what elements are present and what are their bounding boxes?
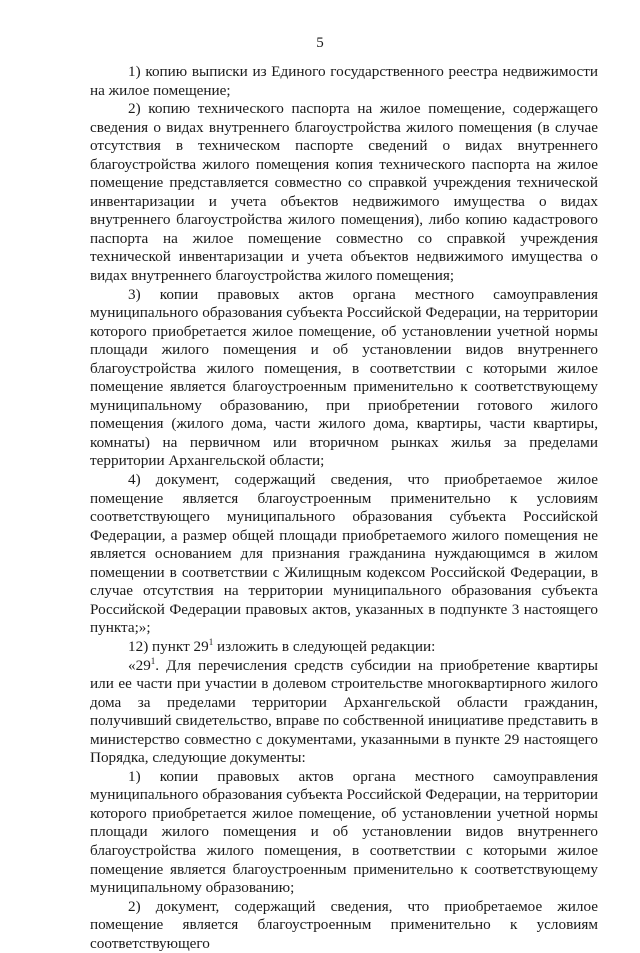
document-body (90, 63, 598, 953)
paragraph-item-3: 3) копии правовых актов органа местного самоуправления муниципального образования субъекта Российской Федерации, на территории которого приобретается жилое помещение, об установлении учетной нормы площади жилого помещения и об установлении видов внутреннего благоустройства жилого помещения, в соответствии с которыми жилое помещение является благоустроенным применительно к соответствующему муниципальному образованию, при приобретении готового жилого помещения (жилого дома, части жилого дома, квартиры, части квартиры, комнаты) на первичном или вторичном рынках жилья за пределами территории Архангельской области; (90, 285, 598, 470)
quote-text: . Для перечисления средств субсидии на приобретение квартиры или ее части при участии в долевом строительстве многоквартирного жилого дома за пределами территории Архангельской области гражданин, получивший свидетельство, вправе по собственной инициативе представить в министерство совместно с документами, указанными в пункте 29 настоящего Порядка, следующие документы: (90, 656, 598, 767)
paragraph-quote-29-1 (90, 657, 598, 768)
paragraph-subitem-2: 2) документ, содержащий сведения, что приобретаемое жилое помещение является благоустроенным применительно к условиям соответствующего (90, 897, 598, 952)
quote-open: «29 (128, 656, 151, 674)
page-number: 5 (316, 35, 324, 51)
item-12-prefix: 12) пункт 29 (128, 637, 209, 655)
paragraph-item-12 (90, 638, 598, 657)
paragraph-subitem-1: 1) копии правовых актов органа местного самоуправления муниципального образования субъекта Российской Федерации, на территории которого приобретается жилое помещение, об установлении учетной нормы площади жилого помещения и об установлении видов внутреннего благоустройства жилого помещения, в соответствии с которыми жилое помещение является благоустроенным применительно к соответствующему муниципальному образованию; (90, 767, 598, 897)
item-12-suffix: изложить в следующей редакции: (213, 637, 436, 655)
paragraph-item-4: 4) документ, содержащий сведения, что приобретаемое жилое помещение является благоустроенным применительно к условиям соответствующего муниципального образования субъекта Российской Федерации, а размер общей площади приобретаемого жилого помещения не является основанием для признания гражданина нуждающимся в жилом помещении в соответствии с Жилищным кодексом Российской Федерации, в случае отсутствия на территории муниципального образования субъекта Российской Федерации правовых актов, указанных в подпункте 3 настоящего пункта;»; (90, 471, 598, 637)
paragraph-item-1: 1) копию выписки из Единого государственного реестра недвижимости на жилое помещение; (90, 63, 598, 99)
item-12-superscript: 1 (208, 636, 214, 647)
paragraph-item-2: 2) копию технического паспорта на жилое помещение, содержащего сведения о видах внутреннего благоустройства жилого помещения (в случае отсутствия в техническом паспорте сведений о видах внутреннего благоустройства жилого помещения копия технического паспорта на жилое помещение представляется совместно со справкой учреждения технической инвентаризации и учета объектов недвижимого имущества о видах внутреннего благоустройства жилого помещения), либо копию кадастрового паспорта на жилое помещение совместно со справкой учреждения технической инвентаризации и учета объектов недвижимого имущества о видах внутреннего благоустройства жилого помещения; (90, 100, 598, 285)
quote-superscript: 1 (150, 655, 156, 666)
